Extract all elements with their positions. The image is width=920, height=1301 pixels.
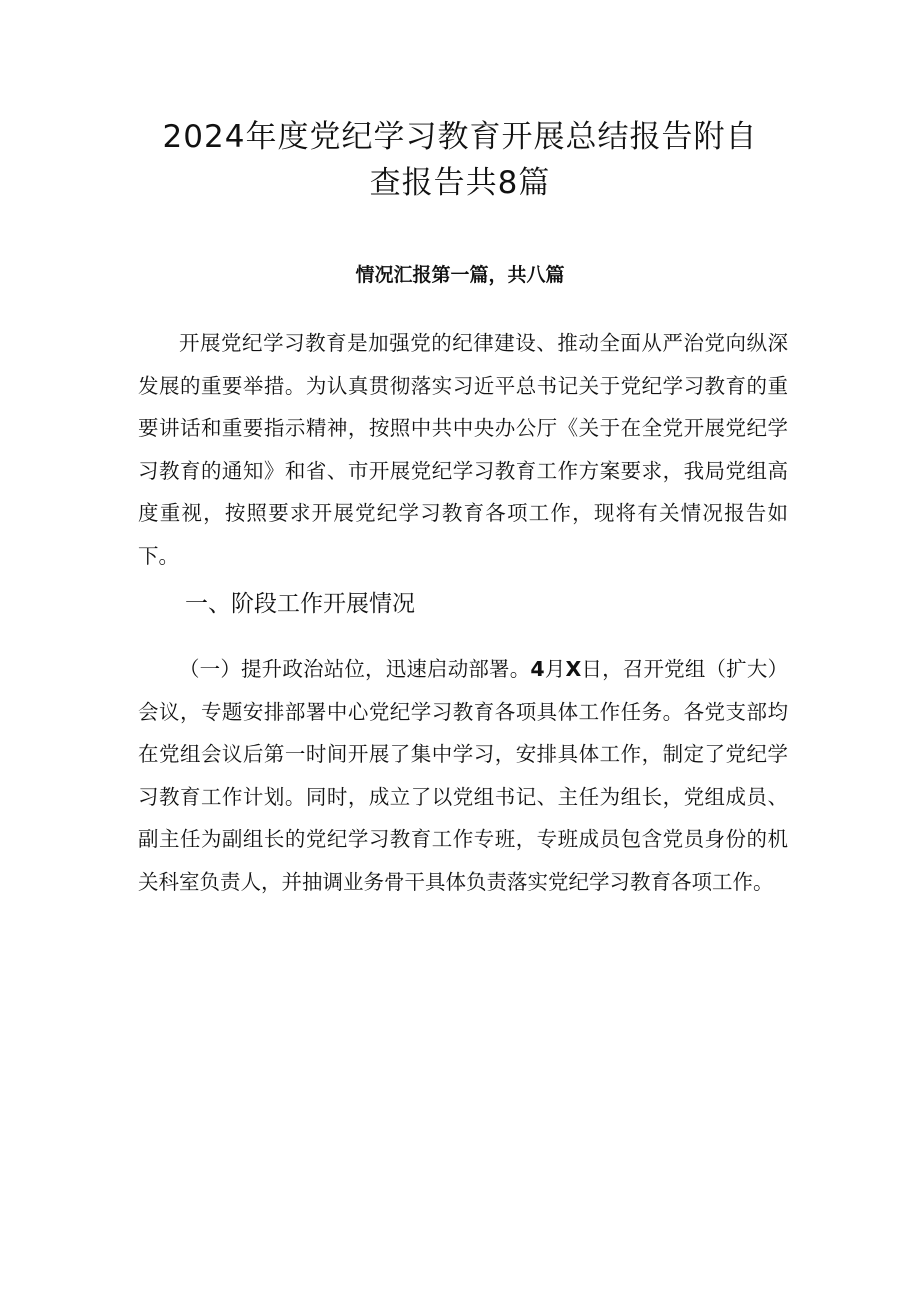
document-subtitle: 情况汇报第一篇，共八篇 xyxy=(355,264,565,286)
section-heading: 一、阶段工作开展情况 xyxy=(185,591,415,617)
document-title xyxy=(150,114,770,206)
intro-paragraph: 开展党纪学习教育是加强党的纪律建设、推动全面从严治党向纵深发展的重要举措。为认真贯彻落实习近平总书记关于党纪学习教育的重要讲话和重要指示精神，按照中共中央办公厅《关于在全党开展党纪学习教育的通知》和省、市开展党纪学习教育工作方案要求，我局党组高度重视，按照要求开展党纪学习教育各项工作，现将有关情况报告如下。 xyxy=(138,331,788,568)
item-1-month: 4 xyxy=(530,657,545,681)
item-1-body: 日，召开党组（扩大）会议，专题安排部署中心党纪学习教育各项具体工作任务。各党支部均在党组会议后第一时间开展了集中学习，安排具体工作，制定了党纪学习教育工作计划。同时，成立了以党组书记、主任为组长，党组成员、副主任为副组长的党纪学习教育工作专班，专班成员包含党员身份的机关科室负责人，并抽调业务骨干具体负责落实党纪学习教育各项工作。 xyxy=(138,657,789,894)
item-1-day: X xyxy=(565,657,582,681)
title-line-2: 查报告共8篇 xyxy=(369,165,551,201)
item-1-lead: （一）提升政治站位，迅速启动部署。 xyxy=(179,657,531,681)
item-1-paragraph xyxy=(138,648,788,903)
title-line-1: 2024年度党纪学习教育开展总结报告附自 xyxy=(162,119,758,155)
item-1-month-suffix: 月 xyxy=(544,657,566,681)
